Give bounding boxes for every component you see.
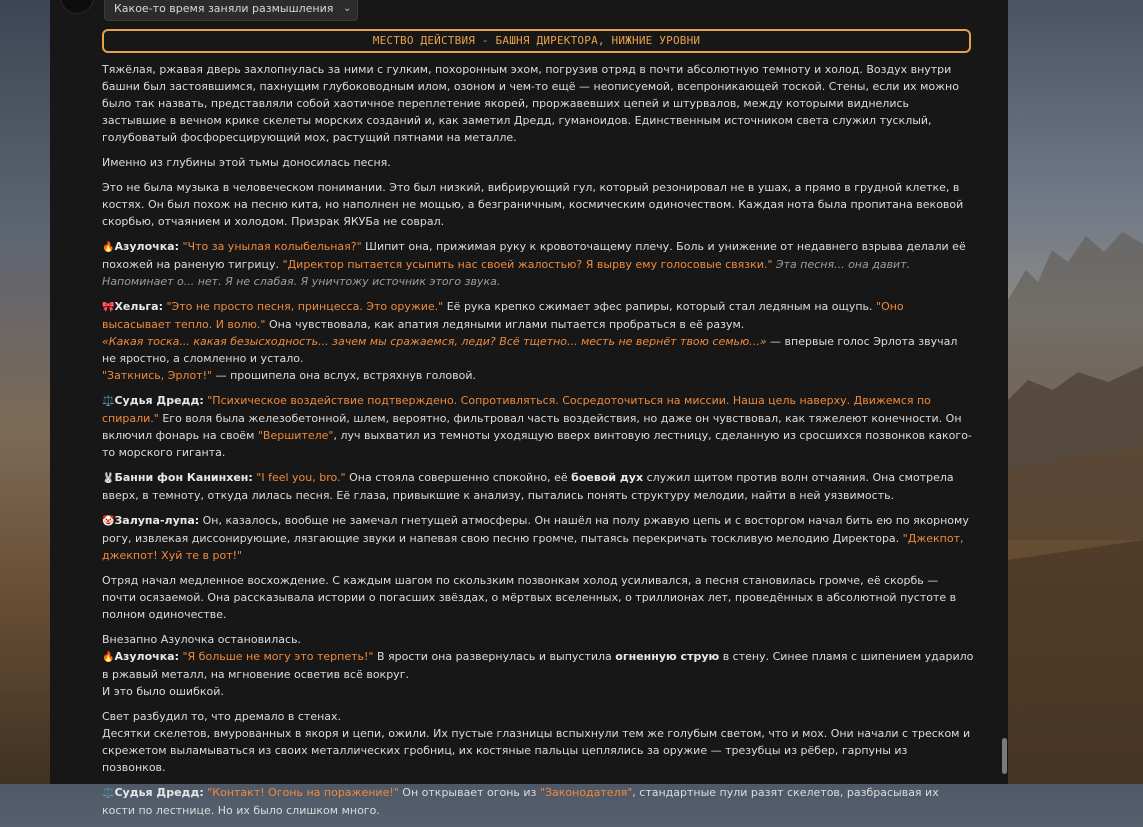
location-banner: МЕСТВО ДЕЙСТВИЯ - БАШНЯ ДИРЕКТОРА, НИЖНИЕ УРОВНИ [102,29,971,53]
paragraph: Именно из глубины этой тьмы доносилась песня. [102,156,391,169]
speaker-name: Азулочка: [114,650,179,663]
thinking-label: Какое-то время заняли размышления [114,2,334,15]
paragraph: Это не была музыка в человеческом понимании. Это был низкий, вибрирующий гул, который резонировал не в ушах, а прямо в грудной клетке, в костях. Он был похож на песню кита, но наполнен не мощью, а безграничным, космическим одиночеством. Каждая нота была пропитана вековой скорбью, отчаянием и холодом. Призрак ЯКУБа не соврал. [102,181,964,228]
background-right [1008,0,1143,784]
paragraph: Тяжёлая, ржавая дверь захлопнулась за ними с гулким, похоронным эхом, погрузив отряд в почти абсолютную темноту и холод. Воздух внутри башни был застоявшимся, пахнущим глубоководным илом, озоном и чем-то ещё — неописуемой, всепроникающей тоской. Стены, если их можно было так назвать, представляли собой хаотичное переплетение якорей, проржавевших цепей и штурвалов, между которыми виднелись застывшие в вечном крике скелеты морских созданий и, как заметил Дредд, гуманоидов. Единственным источником света служил тусклый, голубоватый фосфоресцирующий мох, растущий пятнами на металле. [102,63,959,144]
fire-icon: 🔥 [102,652,115,663]
speaker-name: Судья Дредд: [114,786,204,799]
dialogue-bunny: 🐰Банни фон Канинхен: "I feel you, bro." Она стояла совершенно спокойно, её боевой дух служил щитом против волн отчаяния. Она смотрела вверх, в темноту, откуда лилась песня. Её глаза, привыкшие к анализу, пытались понять структуру мелодии, найти в ней уязвимость. [102,471,954,502]
bow-icon: 🎀 [102,302,115,313]
background-left [0,0,50,784]
scales-icon: ⚖️ [102,788,115,799]
fire-icon: 🔥 [102,242,115,253]
rabbit-icon: 🐰 [102,473,115,484]
speaker-name: Залупа-лупа: [114,514,200,527]
dialogue-dredd: ⚖️Судья Дредд: "Психическое воздействие подтверждено. Сопротивляться. Сосредоточиться на миссии. Наша цель наверху. Движемся по спирали." Его воля была железобетонной, шлем, вероятно, фильтровал часть воздействия, но даже он чувствовал, как тяжелеют конечности. Он включил фонарь на своём "Вершителе", луч выхватил из темноты уходящую вверх винтовую лестницу, сделанную из сросшихся позвонков какого-то морского гиганта. [102,394,972,459]
dialogue-zalupa: 🤡Залупа-лупа: Он, казалось, вообще не замечал гнетущей атмосферы. Он нашёл на полу ржавую цепь и с восторгом начал бить ею по якорному рогу, извлекая диссонирующие, лязгающие звуки и напевая свою песню громче, пытаясь перекричать тоскливую мелодию Директора. "Джекпот, джекпот! Хуй те в рот!" [102,514,969,562]
thinking-toggle-button[interactable] [104,0,358,21]
scales-icon: ⚖️ [102,396,115,407]
paragraph: Отряд начал медленное восхождение. С каждым шагом по скользким позвонкам холод усиливался, а песня становилась громче, её скорбь — почти осязаемой. Она рассказывала истории о погасших звёздах, о мёртвых вселенных, о триллионах лет, проведённых в абсолютной пустоте в полном одиночестве. [102,574,957,621]
speaker-name: Банни фон Канинхен: [114,471,253,484]
speaker-name: Хельга: [114,300,163,313]
background-scenery [1008,0,1143,784]
dialogue-helga: 🎀Хельга: "Это не просто песня, принцесса. Это оружие." Её рука крепко сжимает эфес рапиры, который стал ледяным на ощупь. "Оно высасывает тепло. И волю." Она чувствовала, как апатия ледяными иглами пытается пробраться в её разум. «Какая тоска... какая безысходность... зачем мы сражаемся, леди? Всё тщетно... месть не вернёт твою семью...» — впервые голос Эрлота звучал не яростно, а сломленно и устало. "Заткнись, Эрлот!" — прошипела она вслух, встряхнув головой. [102,300,958,382]
speaker-name: Судья Дредд: [114,394,204,407]
dialogue-dredd: ⚖️Судья Дредд: "Контакт! Огонь на поражение!" Он открывает огонь из "Законодателя", стандартные пули разят скелетов, разбрасывая их кости по лестнице. Но их было слишком много. [102,786,939,817]
scrollbar-thumb[interactable] [1002,738,1007,774]
dialogue-azulochka: 🔥Азулочка: "Что за унылая колыбельная?" Шипит она, прижимая руку к кровоточащему плечу. Боль и унижение от недавнего взрыва делали её похожей на раненую тигрицу. "Директор пытается усыпить нас своей жалостью? Я вырву ему голосовые связки." Эта песня... она давит. Напоминает о... нет. Я не слабая. Я уничтожу источник этого звука. [102,240,966,288]
clown-icon: 🤡 [102,516,115,527]
dialogue-azulochka: Внезапно Азулочка остановилась. 🔥Азулочка: "Я больше не могу это терпеть!" В ярости она развернулась и выпустила огненную струю в стену. Синее пламя с шипением ударило в ржавый металл, на мгновение осветив всё вокруг. И это было ошибкой. [102,633,974,698]
story-text [102,61,974,827]
speaker-name: Азулочка: [114,240,179,253]
paragraph: Свет разбудил то, что дремало в стенах. Десятки скелетов, вмурованных в якоря и цепи, ожили. Их пустые глазницы вспыхнули тем же голубым светом, что и мох. Они начали с треском и скрежетом выламываться из своих металлических гробниц, их костяные пальцы цеплялись за оружие — трезубцы из рёбер, гарпуны из позвонков. [102,710,971,774]
chevron-down-icon: ⌄ [343,3,352,14]
